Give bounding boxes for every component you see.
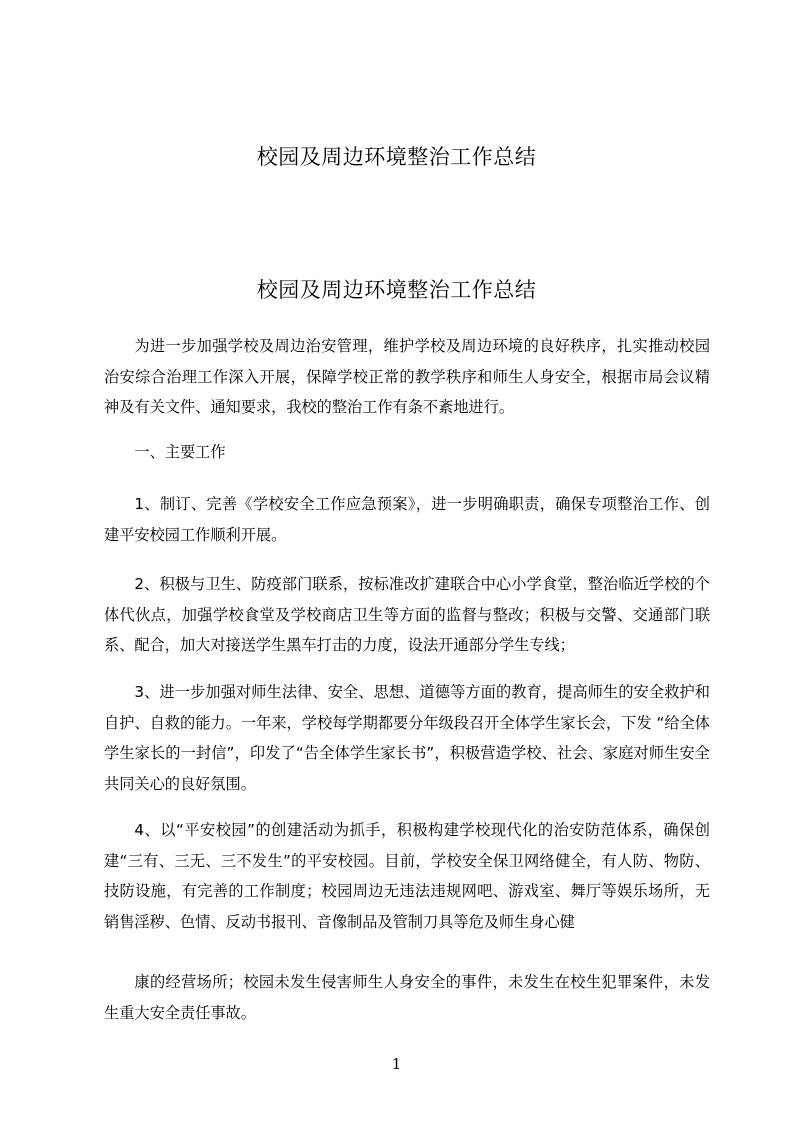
intro-paragraph: 为进一步加强学校及周边治安管理，维护学校及周边环境的良好秩序，扎实推动校园治安综合治理工作深入开展，保障学校正常的教学秩序和师生人身安全，根据市局会议精神及有关文件、通知要求，我校的整治工作有条不紊地进行。 [104,337,710,416]
section-heading-main-work: 一、主要工作 [134,443,226,461]
document-title-top: 校园及周边环境整治工作总结 [256,145,537,169]
document-title-main: 校园及周边环境整治工作总结 [256,278,537,302]
work-item-4-continuation: 康的经营场所；校园未发生侵害师生人身安全的事件，未发生在校生犯罪案件，未发生重大安全责任事故。 [104,973,710,1022]
page-number: 1 [391,1055,402,1073]
work-item-2: 2、积极与卫生、防疫部门联系，按标准改扩建联合中心小学食堂，整治临近学校的个体代伙点，加强学校食堂及学校商店卫生等方面的监督与整改；积极与交警、交通部门联系、配合，加大对接送学生黑车打击的力度，设法开通部分学生专线； [104,575,710,654]
work-item-3: 3、进一步加强对师生法律、安全、思想、道德等方面的教育，提高师生的安全救护和自护、自救的能力。一年来，学校每学期都要分年级段召开全体学生家长会，下发 “给全体学生家长的一封信”，印发了“告全体学生家长书”，积极营造学校、社会、家庭对师生安全共同关心的良好氛围。 [104,683,710,793]
work-item-1: 1、制订、完善《学校安全工作应急预案》，进一步明确职责，确保专项整治工作、创建平安校园工作顺利开展。 [104,495,710,544]
work-item-4: 4、以“平安校园”的创建活动为抓手，积极构建学校现代化的治安防范体系，确保创建“三有、三无、三不发生”的平安校园。目前，学校安全保卫网络健全，有人防、物防、技防设施，有完善的工作制度；校园周边无违法违规网吧、游戏室、舞厅等娱乐场所，无销售淫秽、色情、反动书报刊、音像制品及管制刀具等危及师生身心健 [104,821,710,931]
